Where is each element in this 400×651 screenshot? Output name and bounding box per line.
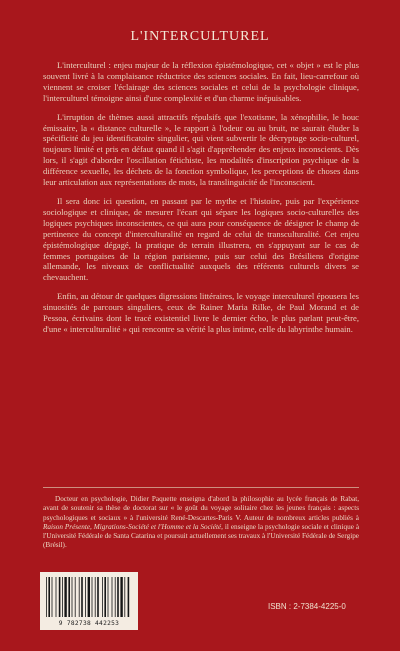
barcode-bar bbox=[75, 577, 76, 617]
barcode-bar bbox=[120, 577, 122, 617]
divider bbox=[43, 487, 359, 488]
barcode-digits: 9 782738 442253 bbox=[58, 620, 120, 627]
bio-text-2: , il enseigne la psychologie sociale et clinique à l'Université Fédérale de Santa Catarina et poursuit actuellement ses travaux à l'Université Fédérale de Sergipe (Brésil). bbox=[43, 522, 360, 550]
blurb-paragraph-3: Il sera donc ici question, en passant par le mythe et l'histoire, puis par l'expérience sociologique et clinique, de mesurer l'écart qui sépare les logiques socio-culturelles des logiques psychiques inconscientes, ce qui aura pour conséquence de désigner le champ de pertinence du concept d'interculturalité en regard de celui de transculturalité. Cet enjeu épistémologique dégagé, la pratique de terrain illustrera, en s'appuyant sur le cas de femmes portugaises de la région parisienne, puis sur celui des Brésiliens d'origine allemande, les niveaux de conflictualité auxquels des référents culturels divers se chevauchent. bbox=[43, 195, 359, 283]
barcode-bar bbox=[62, 577, 63, 617]
bio-journals: Raison Présente, Migrations-Société et l'Homme et la Société bbox=[43, 522, 222, 531]
barcode-bar bbox=[79, 577, 80, 617]
barcode-bar bbox=[48, 577, 50, 617]
barcode-bar bbox=[108, 577, 109, 617]
barcode-bar bbox=[117, 577, 119, 617]
barcode bbox=[40, 572, 138, 630]
blurb-paragraph-4: Enfin, au détour de quelques digressions littéraires, le voyage interculturel épousera les sinuosités de parcours singuliers, ceux de Rainer Maria Rilke, de Paul Morand et de Pessoa, écrivains dont le tracé existentiel livre le dernier écho, le plus parlant peut-être, d'une « interculturalité » qui rencontre sa vérité la plus intime, celle du labyrinthe humain. bbox=[43, 291, 359, 334]
barcode-bar bbox=[59, 577, 61, 617]
barcode-bar bbox=[64, 577, 66, 617]
barcode-bar bbox=[104, 577, 106, 617]
barcode-bar bbox=[88, 577, 90, 617]
barcode-bar bbox=[128, 577, 130, 617]
blurb-paragraph-1: L'interculturel : enjeu majeur de la réflexion épistémologique, cet « objet » est le plus souvent livré à la complaisance réductrice des sciences sociales. En fait, lieu-carrefour où viennent se croiser l'éclairage des sciences sociales et celui de la psychologie clinique, l'interculturel témoigne ainsi d'une complexité et d'un charme inépuisables. bbox=[43, 60, 359, 103]
barcode-bars bbox=[46, 577, 132, 617]
barcode-bar bbox=[85, 577, 86, 617]
isbn: ISBN : 2-7384-4225-0 bbox=[268, 602, 346, 611]
barcode-bar bbox=[97, 577, 99, 617]
bio-text-1: Docteur en psychologie, Didier Paquette enseigna d'abord la philosophie au lycée français de Rabat, avant de soutenir sa thèse de doctorat sur « le goût du voyage solitaire chez les jeunes français : aspects psychologiques et sociaux » à l'université René-Descartes-Paris V. Auteur de nombreux articles publiés à bbox=[43, 495, 359, 522]
barcode-bar bbox=[81, 577, 83, 617]
barcode-bar bbox=[56, 577, 57, 617]
barcode-bar bbox=[115, 577, 116, 617]
barcode-bar bbox=[102, 577, 103, 617]
blurb-text bbox=[43, 60, 359, 343]
barcode-bar bbox=[46, 577, 47, 617]
barcode-bar bbox=[92, 577, 93, 617]
author-bio bbox=[43, 495, 359, 551]
barcode-bar bbox=[52, 577, 53, 617]
blurb-paragraph-2: L'irruption de thèmes aussi attractifs répulsifs que l'exotisme, la xénophilie, le bouc émissaire, la « distance culturelle », le rapport à l'odeur ou au bruit, ne saurait éluder la spécificité du jeu identificatoire singulier, qui vient subvertir le décryptage socio-culturel, toujours limité et pris en défaut quand il s'agit d'appréhender des enjeux inconscients. Dès lors, il s'agit d'aborder l'oscillation fétichiste, les modalités d'inscription psychique de la différence sexuelle, les déchets de la fonction symbolique, les perceptions de choses dans leur articulation aux représentations de mots, la translinguicité de l'inconscient. bbox=[43, 111, 359, 188]
barcode-bar bbox=[112, 577, 113, 617]
page-title: L'INTERCULTUREL bbox=[130, 29, 270, 44]
barcode-bar bbox=[124, 577, 125, 617]
barcode-bar bbox=[95, 577, 96, 617]
author-bio-paragraph bbox=[43, 495, 359, 551]
barcode-bar bbox=[72, 577, 73, 617]
barcode-bar bbox=[68, 577, 70, 617]
